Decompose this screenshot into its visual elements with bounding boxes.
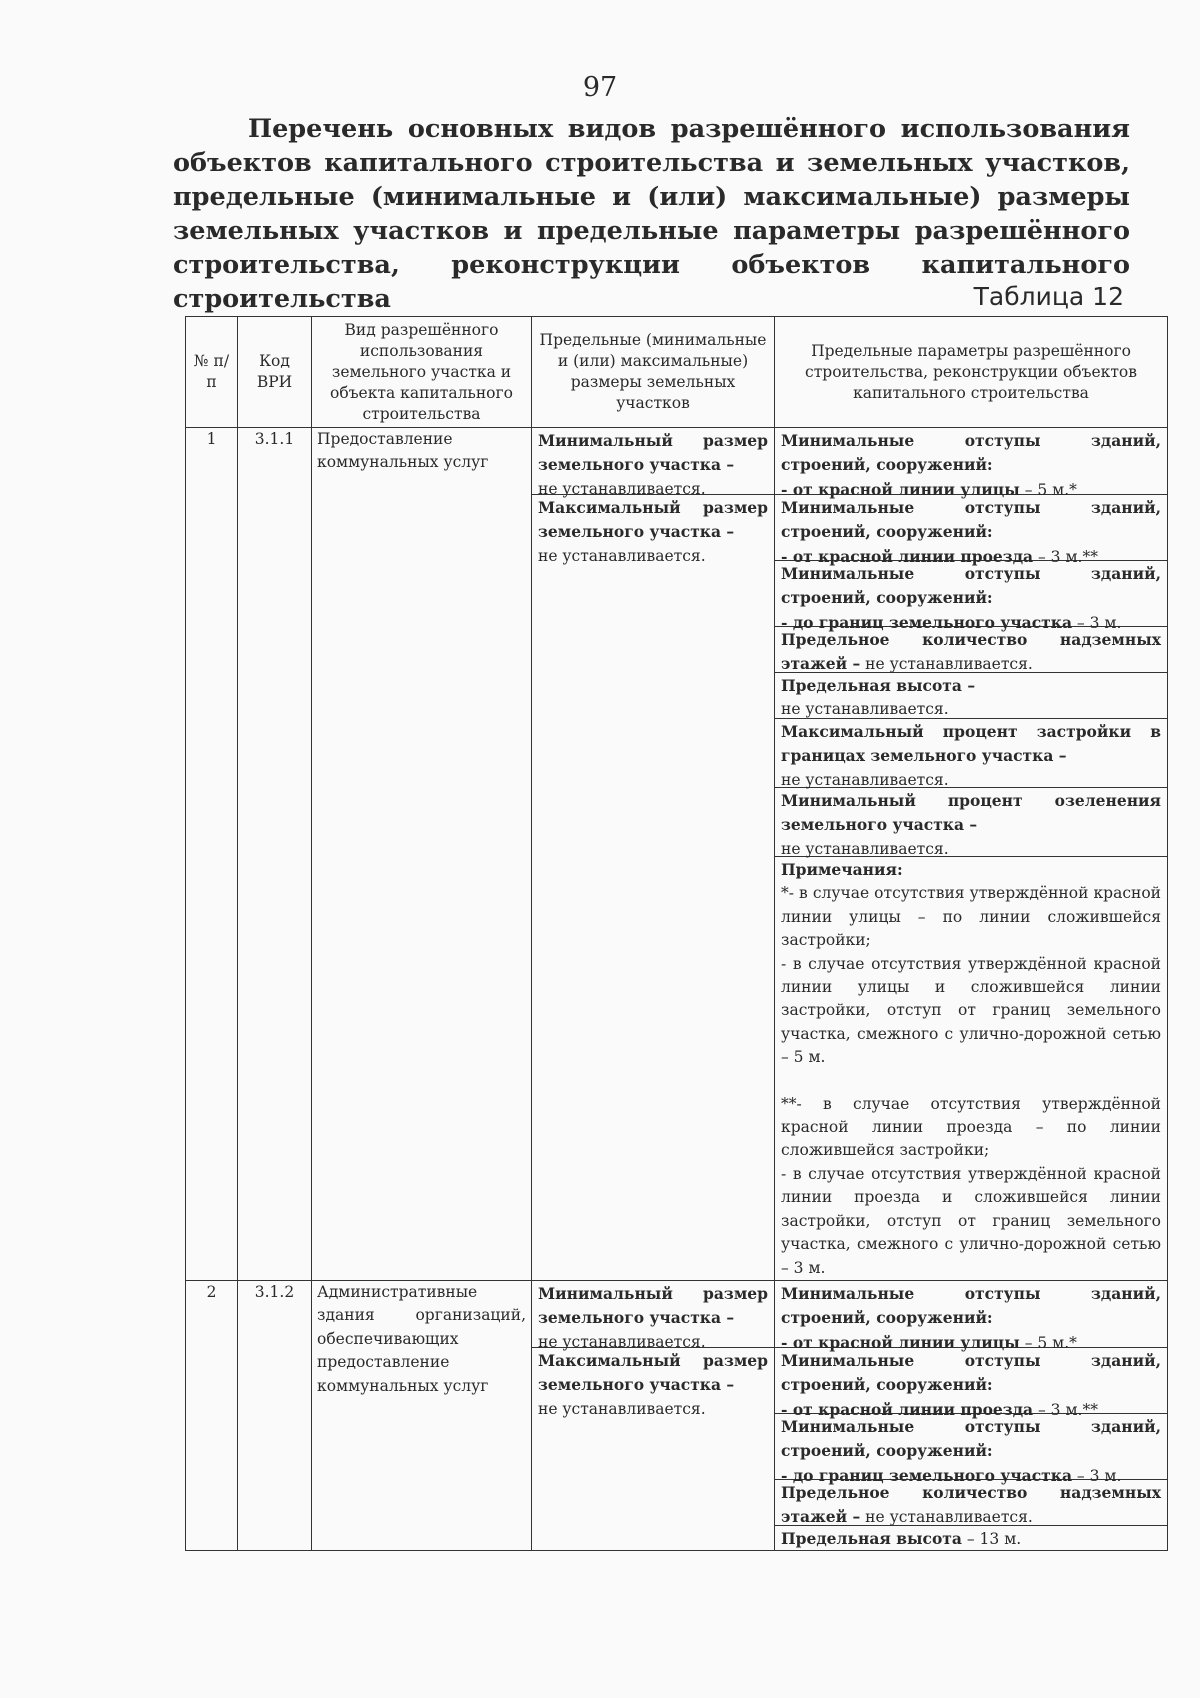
row-build-params [775,428,1168,1281]
floors-value: не устанавливается. [860,655,1033,674]
note-paragraph: - в случае отсутствия утверждённой красной линии проезда и сложившейся линии застройки, отступ от границ земельного участка, смежного с улично-дорожной сетью – 3 м. [781,1164,1161,1277]
height-label: Предельная высота [781,1528,962,1548]
setback-target: - от красной линии улицы [781,1332,1020,1352]
setback-label: Минимальные отступы зданий, строений, сооружений: [781,564,1161,608]
setback-value: – 5 м.* [1019,1333,1077,1352]
table-row [186,1280,1168,1550]
max-plot-size-cell [532,1347,774,1421]
setback-target: - до границ земельного участка [781,612,1072,632]
page-number: 97 [582,72,618,103]
landscaping-label: Минимальный процент озеленения земельного участка – [781,791,1161,835]
height-cell [775,672,1167,718]
max-plot-size-value: не устанавливается. [538,1399,706,1418]
row-number: 1 [186,428,238,1281]
floors-cell [775,626,1167,672]
max-plot-size-label: Максимальный размер земельного участка – [538,1350,768,1395]
setback-value: – 3 м. [1072,613,1122,632]
setback-value: – 3 м. [1072,1466,1122,1485]
note-paragraph: **- в случае отсутствия утверждённой красной линии проезда – по линии сложившейся застройки; [781,1094,1161,1160]
row-plot-sizes [532,428,775,1281]
setback-boundary-cell [775,1413,1167,1485]
setback-label: Минимальные отступы зданий, строений, сооружений: [781,1416,1161,1461]
header-params: Предельные параметры разрешённого строительства, реконструкции объектов капитального строительства [775,317,1168,428]
header-code: Код ВРИ [238,317,312,428]
build-coverage-label: Максимальный процент застройки в границах земельного участка – [781,722,1161,766]
setback-value: – 3 м.** [1033,1400,1098,1419]
height-cell [775,1525,1167,1550]
notes-cell [775,856,1167,1280]
table-row [186,428,1168,1281]
header-sizes: Предельные (минимальные и (или) максимальные) размеры земельных участков [532,317,775,428]
setback-target: - от красной линии проезда [781,546,1034,566]
table-header-row [186,317,1168,428]
build-coverage-cell [775,718,1167,787]
floors-cell [775,1479,1167,1525]
height-value: не устанавливается. [781,700,949,719]
setback-street-cell [775,428,1167,499]
setback-label: Минимальные отступы зданий, строений, сооружений: [781,1350,1161,1395]
floors-label: Предельное количество надземных этажей – [781,1482,1161,1527]
floors-label: Предельное количество надземных этажей – [781,630,1161,674]
header-type: Вид разрешённого использования земельного участка и объекта капитального строительства [312,317,532,428]
max-plot-size-cell [532,494,774,568]
floors-value: не устанавливается. [860,1508,1033,1527]
row-use-type: Предоставление коммунальных услуг [312,428,532,1281]
min-plot-size-value: не устанавливается. [538,479,706,498]
row-number: 2 [186,1280,238,1550]
table-caption: Таблица 12 [973,282,1124,311]
note-paragraph: *- в случае отсутствия утверждённой красной линии улицы – по линии сложившейся застройки; [781,884,1161,950]
notes-heading: Примечания: [781,860,903,879]
height-value: – 13 м. [961,1529,1022,1548]
setback-label: Минимальные отступы зданий, строений, сооружений: [781,498,1161,542]
setback-street-cell [775,1281,1167,1352]
row-code: 3.1.2 [238,1280,312,1550]
min-plot-size-label: Минимальный размер земельного участка – [538,1283,768,1328]
row-code: 3.1.1 [238,428,312,1281]
setback-label: Минимальные отступы зданий, строений, сооружений: [781,431,1161,475]
setback-target: - от красной линии улицы [781,479,1020,499]
setback-driveway-cell [775,494,1167,566]
min-plot-size-value: не устанавливается. [538,1332,706,1351]
note-paragraph: - в случае отсутствия утверждённой красной линии улицы и сложившейся линии застройки, отступ от границ земельного участка, смежного с улично-дорожной сетью – 5 м. [781,954,1161,1067]
min-plot-size-label: Минимальный размер земельного участка – [538,431,768,475]
build-coverage-value: не устанавливается. [781,770,949,789]
row-build-params [775,1280,1168,1550]
setback-target: - до границ земельного участка [781,1465,1072,1485]
landscaping-value: не устанавливается. [781,839,949,858]
setback-driveway-cell [775,1347,1167,1419]
landscaping-cell [775,787,1167,856]
max-plot-size-label: Максимальный размер земельного участка – [538,498,768,542]
setback-label: Минимальные отступы зданий, строений, сооружений: [781,1283,1161,1328]
row-use-type: Административные здания организаций, обеспечивающих предоставление коммунальных услуг [312,1280,532,1550]
height-label: Предельная высота – [781,676,976,695]
document-title: Перечень основных видов разрешённого использования объектов капитального строительства и земельных участков, предельные (минимальные и (или) максимальные) размеры земельных участков и предельные параметры разрешённого строительства, реконструкции объектов капитального строительства [173,114,1130,314]
min-plot-size-cell [532,1281,774,1351]
min-plot-size-cell [532,428,774,498]
row-plot-sizes [532,1280,775,1550]
setback-value: – 5 м.* [1019,480,1077,499]
header-num: № п/п [186,317,238,428]
max-plot-size-value: не устанавливается. [538,546,706,565]
setback-target: - от красной линии проезда [781,1399,1034,1419]
setback-value: – 3 м.** [1033,547,1098,566]
regulations-table [185,316,1168,1551]
setback-boundary-cell [775,560,1167,632]
